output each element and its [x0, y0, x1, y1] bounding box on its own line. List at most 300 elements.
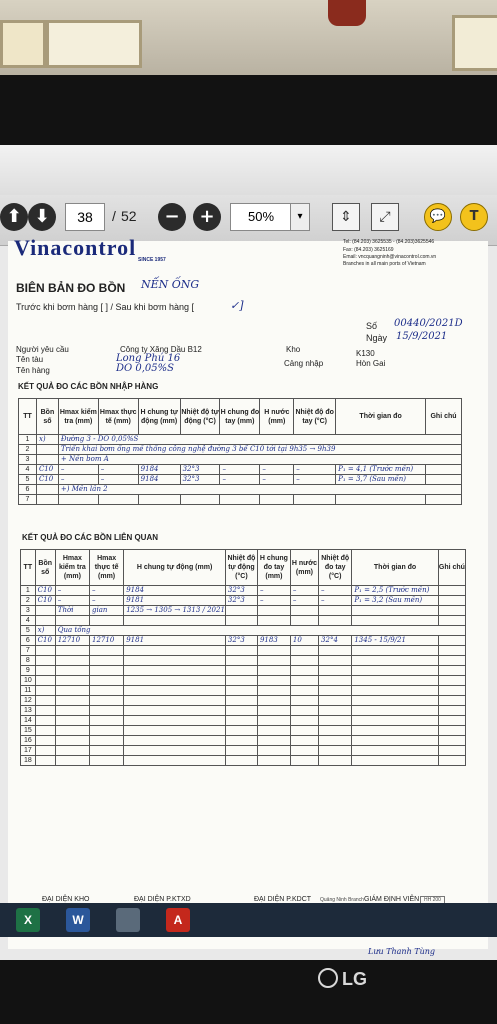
table-row — [19, 435, 462, 445]
table-cell: 9183 — [257, 636, 290, 646]
footer-branch: Quảng Ninh Branch — [320, 897, 364, 903]
table-cell — [124, 656, 226, 666]
table-header-cell: Nhiệt độ tự động (°C) — [180, 399, 220, 435]
table-cell — [257, 686, 290, 696]
table-cell: 1345 - 15/9/21 — [352, 636, 438, 646]
table-cell: – — [294, 475, 336, 485]
table-cell: P₁ = 4,1 (Trước mền) — [336, 465, 426, 475]
table-cell — [438, 746, 465, 756]
background-window — [46, 20, 142, 68]
table-cell — [225, 606, 257, 616]
table-cell — [225, 706, 257, 716]
table-cell — [438, 756, 465, 766]
table-cell — [290, 616, 318, 626]
table-cell — [55, 706, 89, 716]
pump-status-line: Trước khi bơm hàng [ ] / Sau khi bơm hàng [ — [16, 302, 194, 312]
table-cell — [35, 726, 55, 736]
table-cell — [225, 746, 257, 756]
table-cell — [90, 736, 124, 746]
table-cell — [180, 495, 220, 505]
table-cell — [352, 676, 438, 686]
table-cell: – — [257, 596, 290, 606]
table-cell — [319, 696, 352, 706]
page-number-input[interactable]: 38 — [65, 203, 105, 231]
background-window — [452, 15, 497, 71]
table-cell — [438, 636, 465, 646]
table-header-cell: Nhiệt độ đo tay (°C) — [319, 550, 352, 586]
table-cell — [290, 646, 318, 656]
table-row — [21, 596, 466, 606]
table-row — [19, 475, 462, 485]
table-cell — [55, 726, 89, 736]
next-page-button[interactable]: ⬇ — [28, 203, 56, 231]
table-cell: 4 — [19, 465, 37, 475]
table-cell — [35, 686, 55, 696]
section-title-related: KẾT QUẢ ĐO CÁC BỒN LIÊN QUAN — [22, 533, 158, 542]
background-window — [0, 20, 46, 68]
table-cell: 5 — [21, 626, 36, 636]
table-cell — [35, 696, 55, 706]
table-row — [21, 736, 466, 746]
table-cell: Thời — [55, 606, 89, 616]
table-cell — [225, 616, 257, 626]
table-cell — [35, 616, 55, 626]
table-cell — [319, 736, 352, 746]
table-cell — [438, 726, 465, 736]
table-cell — [352, 666, 438, 676]
table-cell — [319, 686, 352, 696]
window-titlebar — [0, 145, 497, 195]
table-cell — [225, 676, 257, 686]
table-cell — [257, 666, 290, 676]
table-cell — [90, 616, 124, 626]
table-cell — [90, 676, 124, 686]
table-cell: – — [90, 586, 124, 596]
table-cell: 32°3 — [180, 475, 220, 485]
table-header-cell: H chung đo tay (mm) — [257, 550, 290, 586]
monitor-logo — [318, 968, 367, 990]
table-cell — [319, 756, 352, 766]
table-cell — [426, 495, 462, 505]
product-label: Tên hàng — [16, 366, 50, 375]
table-cell — [290, 706, 318, 716]
table-cell: C10 — [35, 586, 55, 596]
table-cell — [319, 616, 352, 626]
table-header-cell: Hmax kiểm tra (mm) — [55, 550, 89, 586]
table-cell — [290, 726, 318, 736]
table-cell: – — [290, 586, 318, 596]
table-cell: 10 — [21, 676, 36, 686]
table-cell: P₁ = 3,2 (Sau mền) — [352, 596, 438, 606]
fit-width-icon[interactable]: ⤢ — [371, 203, 399, 231]
table-row — [19, 455, 462, 465]
table-header-cell: TT — [21, 550, 36, 586]
contact-line: Fax: (84.203) 3625169 — [343, 247, 394, 253]
table-row — [21, 696, 466, 706]
table-cell — [352, 696, 438, 706]
background-lamp — [328, 0, 366, 26]
company-since: SINCE 1957 — [138, 257, 166, 263]
table-cell — [55, 686, 89, 696]
table-row — [21, 686, 466, 696]
table-cell — [124, 696, 226, 706]
table-cell — [290, 736, 318, 746]
table-header-cell: Ghi chú — [438, 550, 465, 586]
table-header-cell: Nhiệt độ đo tay (°C) — [294, 399, 336, 435]
table-cell — [124, 646, 226, 656]
table-cell: 2 — [19, 445, 37, 455]
table-cell: – — [55, 596, 89, 606]
table-cell — [225, 666, 257, 676]
highlight-icon[interactable]: T — [460, 203, 488, 231]
table-cell — [55, 666, 89, 676]
table-cell — [319, 646, 352, 656]
table-header-cell: Hmax kiểm tra (mm) — [58, 399, 98, 435]
table-cell: – — [260, 475, 294, 485]
table-cell — [36, 485, 58, 495]
pdf-reader-icon[interactable]: A — [166, 908, 190, 932]
table-row — [21, 616, 466, 626]
table-row — [21, 656, 466, 666]
table-cell — [124, 616, 226, 626]
table-cell — [290, 746, 318, 756]
table-cell — [138, 495, 180, 505]
table-cell — [124, 706, 226, 716]
table-cell — [352, 606, 438, 616]
table-cell — [438, 736, 465, 746]
table-cell: 10 — [290, 636, 318, 646]
table-cell: – — [98, 465, 138, 475]
table-cell: 2 — [21, 596, 36, 606]
comment-icon[interactable]: 💬 — [424, 203, 452, 231]
table-cell: 32°3 — [225, 586, 257, 596]
pump-status-check: ✓] — [230, 299, 244, 312]
table-cell — [438, 716, 465, 726]
table-cell: 32°3 — [225, 636, 257, 646]
table-cell — [352, 616, 438, 626]
table-cell: – — [220, 475, 260, 485]
zoom-out-button[interactable]: − — [158, 203, 186, 231]
table-cell: 11 — [21, 686, 36, 696]
table-header-cell: H chung tự động (mm) — [138, 399, 180, 435]
table-cell — [55, 616, 89, 626]
table-cell — [352, 756, 438, 766]
pdf-page — [8, 235, 488, 956]
table-cell — [225, 656, 257, 666]
table-cell — [319, 746, 352, 756]
table-cell: – — [58, 465, 98, 475]
table-cell: 32°4 — [319, 636, 352, 646]
table-cell — [35, 716, 55, 726]
table-header-cell: H nước (mm) — [290, 550, 318, 586]
table-cell: + Nền bom A — [58, 455, 461, 465]
table-cell: 15 — [21, 726, 36, 736]
section-title-import: KẾT QUẢ ĐO CÁC BỒN NHẬP HÀNG — [18, 382, 159, 391]
table-row — [19, 495, 462, 505]
related-tanks-table — [20, 549, 466, 766]
table-cell: 9 — [21, 666, 36, 676]
table-cell: +) Mền lần 2 — [58, 485, 461, 495]
table-cell — [438, 656, 465, 666]
table-cell: 4 — [21, 616, 36, 626]
table-cell — [257, 736, 290, 746]
table-cell: 6 — [21, 636, 36, 646]
table-cell — [90, 746, 124, 756]
table-cell: 6 — [19, 485, 37, 495]
kho-label: Kho — [286, 345, 301, 354]
table-cell — [438, 606, 465, 616]
table-cell — [225, 756, 257, 766]
table-cell — [124, 676, 226, 686]
table-cell — [290, 756, 318, 766]
import-tanks-table — [18, 398, 462, 505]
port-value: Hòn Gai — [356, 359, 386, 368]
table-cell — [257, 646, 290, 656]
table-cell: – — [294, 465, 336, 475]
table-cell — [35, 606, 55, 616]
table-header-cell: TT — [19, 399, 37, 435]
table-cell — [124, 686, 226, 696]
table-cell — [294, 495, 336, 505]
table-cell: 9181 — [124, 636, 226, 646]
table-cell — [319, 656, 352, 666]
table-row — [19, 465, 462, 475]
table-cell — [290, 606, 318, 616]
zoom-level-input[interactable]: 50% — [230, 203, 292, 231]
table-cell: – — [257, 586, 290, 596]
requester-label: Người yêu cầu — [16, 345, 69, 354]
table-cell — [319, 666, 352, 676]
table-cell — [90, 726, 124, 736]
table-cell — [90, 666, 124, 676]
table-cell — [225, 736, 257, 746]
so-value: 00440/2021D — [394, 318, 463, 329]
table-cell — [35, 646, 55, 656]
table-cell — [257, 676, 290, 686]
table-cell — [426, 465, 462, 475]
signature-label-ktxd: ĐẠI DIỆN P.KTXD — [134, 896, 191, 903]
ship-value: Long Phú 16 — [116, 353, 181, 364]
table-cell: – — [319, 596, 352, 606]
table-header-cell: Bồn số — [35, 550, 55, 586]
ngay-value: 15/9/2021 — [396, 331, 448, 342]
signature-label-kho: ĐẠI DIỆN KHO — [42, 896, 90, 903]
table-cell — [124, 736, 226, 746]
table-cell — [319, 606, 352, 616]
table-header-cell: H nước (mm) — [260, 399, 294, 435]
table-cell — [225, 646, 257, 656]
table-cell — [36, 445, 58, 455]
table-row — [19, 445, 462, 455]
table-cell — [257, 746, 290, 756]
table-cell — [90, 696, 124, 706]
table-cell — [58, 495, 98, 505]
table-cell: 9184 — [138, 475, 180, 485]
table-cell — [438, 616, 465, 626]
table-header-row — [19, 399, 462, 435]
table-cell: 7 — [21, 646, 36, 656]
footer-code: HH 200 — [420, 896, 445, 904]
table-cell — [438, 646, 465, 656]
table-cell — [90, 646, 124, 656]
table-cell — [257, 606, 290, 616]
table-cell: – — [98, 475, 138, 485]
table-cell — [225, 686, 257, 696]
table-cell — [290, 666, 318, 676]
table-cell: 9184 — [124, 586, 226, 596]
table-cell — [352, 706, 438, 716]
table-cell — [290, 696, 318, 706]
table-cell: Đường 3 - DO 0,05%S — [58, 435, 461, 445]
table-cell: C10 — [36, 475, 58, 485]
table-cell — [352, 656, 438, 666]
table-cell — [438, 596, 465, 606]
table-row — [19, 485, 462, 495]
table-cell: – — [90, 596, 124, 606]
port-label: Cảng nhập — [284, 359, 324, 368]
table-cell: – — [290, 596, 318, 606]
table-cell — [438, 706, 465, 716]
table-cell — [55, 716, 89, 726]
table-cell: – — [260, 465, 294, 475]
table-row — [21, 586, 466, 596]
table-cell: 32°3 — [180, 465, 220, 475]
table-cell — [352, 736, 438, 746]
excel-icon[interactable]: X — [16, 908, 40, 932]
table-cell — [352, 686, 438, 696]
table-cell — [55, 746, 89, 756]
table-header-cell: H chung đo tay (mm) — [220, 399, 260, 435]
table-cell — [98, 495, 138, 505]
table-cell: 9184 — [138, 465, 180, 475]
table-cell — [124, 746, 226, 756]
signature-label-inspector: GIÁM ĐỊNH VIÊN — [364, 896, 420, 903]
table-header-cell: Bồn số — [36, 399, 58, 435]
table-header-row — [21, 550, 466, 586]
table-cell — [55, 646, 89, 656]
table-cell: P₁ = 3,7 (Sau mền) — [336, 475, 426, 485]
table-cell — [352, 726, 438, 736]
table-cell: – — [58, 475, 98, 485]
table-cell — [426, 475, 462, 485]
table-cell: 13 — [21, 706, 36, 716]
table-cell: 5 — [19, 475, 37, 485]
document-title: BIÊN BẢN ĐO BỒN — [16, 281, 126, 295]
table-cell — [36, 495, 58, 505]
table-cell: x) — [36, 435, 58, 445]
table-cell: 1 — [21, 586, 36, 596]
table-cell — [290, 686, 318, 696]
product-value: DO 0,05%S — [116, 363, 175, 374]
table-cell — [55, 756, 89, 766]
table-cell — [319, 676, 352, 686]
document-title-handwritten: NẾN ỐNG — [141, 278, 200, 291]
table-cell: 12710 — [90, 636, 124, 646]
table-cell — [438, 666, 465, 676]
table-cell: 12710 — [55, 636, 89, 646]
table-row — [21, 606, 466, 616]
zoom-dropdown[interactable]: ▾ — [290, 203, 310, 231]
table-row — [21, 746, 466, 756]
table-header-cell: Hmax thực tế (mm) — [98, 399, 138, 435]
table-cell — [124, 726, 226, 736]
table-cell: – — [319, 586, 352, 596]
table-cell — [319, 726, 352, 736]
table-cell — [290, 656, 318, 666]
table-cell: 16 — [21, 736, 36, 746]
table-cell: C10 — [35, 636, 55, 646]
table-cell — [290, 676, 318, 686]
table-cell — [290, 716, 318, 726]
table-cell — [55, 736, 89, 746]
contact-line: Branches in all main ports of Vietnam — [343, 261, 426, 267]
table-cell — [55, 656, 89, 666]
table-cell — [35, 746, 55, 756]
table-cell — [225, 716, 257, 726]
table-cell — [35, 666, 55, 676]
table-row — [21, 676, 466, 686]
table-cell — [124, 756, 226, 766]
requester-value: Công ty Xăng Dầu B12 — [120, 345, 202, 354]
scanner-icon[interactable] — [116, 908, 140, 932]
page-separator: / — [112, 208, 116, 224]
table-cell — [260, 495, 294, 505]
table-header-cell: Thời gian đo — [336, 399, 426, 435]
table-cell — [257, 656, 290, 666]
table-header-cell: H chung tự động (mm) — [124, 550, 226, 586]
monitor-screen — [0, 145, 497, 960]
table-cell: C10 — [36, 465, 58, 475]
table-cell — [90, 686, 124, 696]
word-icon[interactable]: W — [66, 908, 90, 932]
table-cell: – — [220, 465, 260, 475]
table-cell — [438, 676, 465, 686]
table-cell: x) — [35, 626, 55, 636]
table-cell: 3 — [21, 606, 36, 616]
table-row — [21, 636, 466, 646]
table-cell — [257, 756, 290, 766]
table-cell: P₁ = 2,5 (Trước mền) — [352, 586, 438, 596]
table-row — [21, 756, 466, 766]
table-cell — [352, 716, 438, 726]
table-cell: 8 — [21, 656, 36, 666]
taskbar — [0, 903, 497, 937]
fit-page-icon[interactable]: ⇕ — [332, 203, 360, 231]
zoom-in-button[interactable]: + — [193, 203, 221, 231]
table-cell: 14 — [21, 716, 36, 726]
table-row — [21, 706, 466, 716]
table-cell — [438, 686, 465, 696]
table-cell — [35, 706, 55, 716]
table-cell — [220, 495, 260, 505]
ship-label: Tên tàu — [16, 355, 44, 364]
previous-page-button[interactable]: ⬆ — [0, 203, 28, 231]
table-row — [21, 716, 466, 726]
ngay-label: Ngày — [366, 333, 388, 343]
table-cell — [36, 455, 58, 465]
table-cell — [90, 706, 124, 716]
table-cell — [35, 736, 55, 746]
table-cell: 1 — [19, 435, 37, 445]
table-cell — [35, 756, 55, 766]
contact-line: Tel: (84.203) 3625535 - (84.203)3625546 — [343, 239, 435, 245]
table-cell — [438, 586, 465, 596]
table-cell — [257, 716, 290, 726]
table-header-cell: Nhiệt độ tự động (°C) — [225, 550, 257, 586]
table-row — [21, 626, 466, 636]
table-cell: 12 — [21, 696, 36, 706]
table-cell — [35, 656, 55, 666]
